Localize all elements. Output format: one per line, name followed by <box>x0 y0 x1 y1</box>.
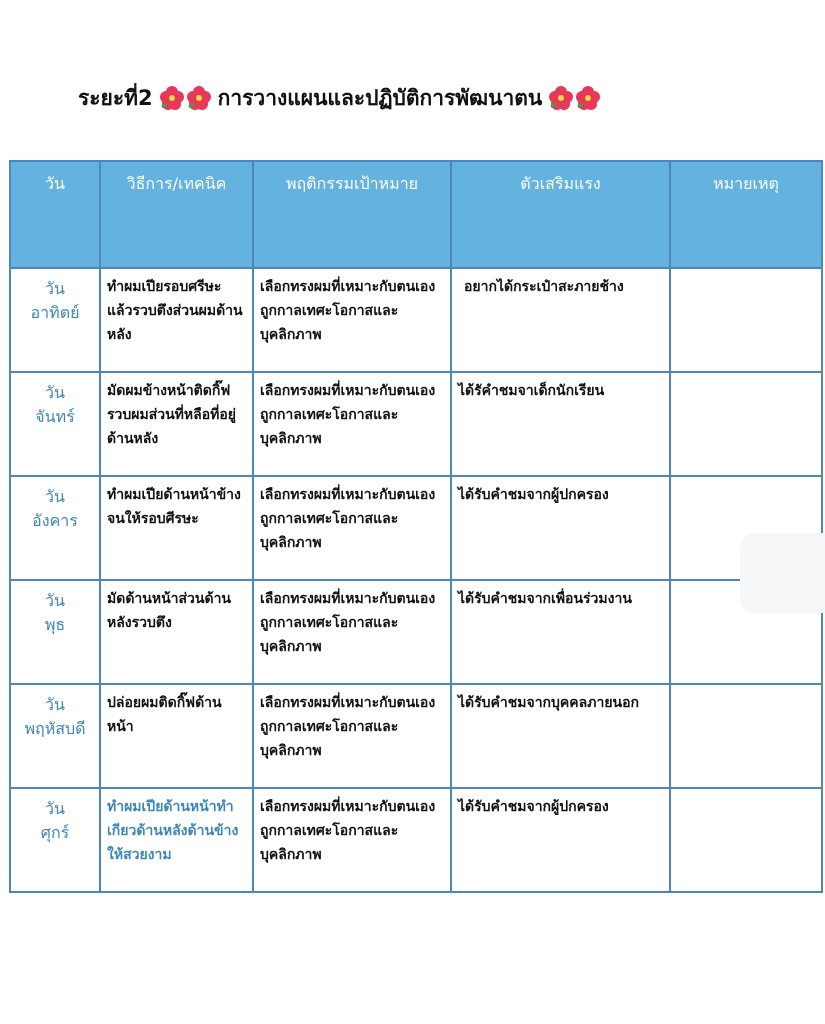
goal-cell: เลือกทรงผมที่เหมาะกับตนเองถูกกาลเทศะโอกาสและบุคลิกภาพ <box>253 788 451 892</box>
day-label: วัน <box>45 695 65 714</box>
table-header-row <box>10 161 822 268</box>
goal-cell: เลือกทรงผมที่เหมาะกับตนเองถูกกาลเทศะโอกาสและบุคลิกภาพ <box>253 580 451 684</box>
note-cell <box>670 788 822 892</box>
table-row <box>10 268 822 372</box>
header-note: หมายเหตุ <box>670 161 822 268</box>
hibiscus-icon <box>186 85 212 111</box>
method-cell: ทำผมเปียด้านหน้าทำเกียวด้านหลังด้านข้างให้สวยงาม <box>100 788 253 892</box>
day-cell <box>10 268 100 372</box>
table-row <box>10 684 822 788</box>
day-cell <box>10 684 100 788</box>
goal-cell: เลือกทรงผมที่เหมาะกับตนเองถูกกาลเทศะโอกาสและบุคลิกภาพ <box>253 476 451 580</box>
plan-table <box>9 160 823 893</box>
reinforcer-cell: ได้รับคำชมจากเพื่อนร่วมงาน <box>451 580 670 684</box>
day-name: อาทิตย์ <box>30 303 80 322</box>
reinforcer-cell: ได้รัคำชมจาเด็กนักเรียน <box>451 372 670 476</box>
day-cell <box>10 580 100 684</box>
method-cell: มัดด้านหน้าส่วนด้านหลังรวบตึง <box>100 580 253 684</box>
day-label: วัน <box>45 383 65 402</box>
day-label: วัน <box>45 487 65 506</box>
reinforcer-cell: ได้รับคำชมจากผู้ปกครอง <box>451 476 670 580</box>
hibiscus-icon <box>159 85 185 111</box>
reinforcer-cell: ได้รับคำชมจากผู้ปกครอง <box>451 788 670 892</box>
method-cell: ทำผมเปียรอบศรีษะแล้วรวบตึงส่วนผมด้านหลัง <box>100 268 253 372</box>
reinforcer-cell: อยากได้กระเป๋าสะภายช้าง <box>451 268 670 372</box>
flower-group-left <box>159 85 212 111</box>
note-cell <box>670 684 822 788</box>
hibiscus-icon <box>548 85 574 111</box>
day-name: ศุกร์ <box>40 823 70 842</box>
day-label: วัน <box>45 591 65 610</box>
hibiscus-icon <box>575 85 601 111</box>
day-label: วัน <box>45 279 65 298</box>
flower-group-right <box>548 85 601 111</box>
header-reinforcer: ตัวเสริมแรง <box>451 161 670 268</box>
table-row <box>10 372 822 476</box>
table-row <box>10 788 822 892</box>
note-cell <box>670 268 822 372</box>
day-name: พฤหัสบดี <box>24 719 86 738</box>
note-cell <box>670 372 822 476</box>
reinforcer-cell: ได้รับคำชมจากบุคคลภายนอก <box>451 684 670 788</box>
goal-cell: เลือกทรงผมที่เหมาะกับตนเองถูกกาลเทศะโอกาสและบุคลิกภาพ <box>253 268 451 372</box>
header-method: วิธีการ/เทคนิค <box>100 161 253 268</box>
method-cell: ปล่อยผมติดกิ๊ฟด้านหน้า <box>100 684 253 788</box>
table-row <box>10 476 822 580</box>
title-text: การวางแผนและปฏิบัติการพัฒนาตน <box>217 85 543 110</box>
goal-cell: เลือกทรงผมที่เหมาะกับตนเองถูกกาลเทศะโอกาสและบุคลิกภาพ <box>253 372 451 476</box>
day-name: อังคาร <box>32 511 78 530</box>
day-cell <box>10 476 100 580</box>
method-cell: มัดผมข้างหน้าติดกิ๊ฟรวบผมส่วนที่หลือที่อยู่ด้านหลัง <box>100 372 253 476</box>
day-name: จันทร์ <box>35 407 75 426</box>
method-cell: ทำผมเปียด้านหน้าข้างจนให้รอบศีรษะ <box>100 476 253 580</box>
day-cell <box>10 788 100 892</box>
day-cell <box>10 372 100 476</box>
header-goal: พฤติกรรมเป้าหมาย <box>253 161 451 268</box>
header-day: วัน <box>10 161 100 268</box>
page-title <box>78 80 601 116</box>
table-row <box>10 580 822 684</box>
day-label: วัน <box>45 799 65 818</box>
day-name: พุธ <box>44 615 66 634</box>
side-pull-tab[interactable] <box>740 533 825 613</box>
title-prefix: ระยะที่2 <box>78 85 153 110</box>
goal-cell: เลือกทรงผมที่เหมาะกับตนเองถูกกาลเทศะโอกาสและบุคลิกภาพ <box>253 684 451 788</box>
